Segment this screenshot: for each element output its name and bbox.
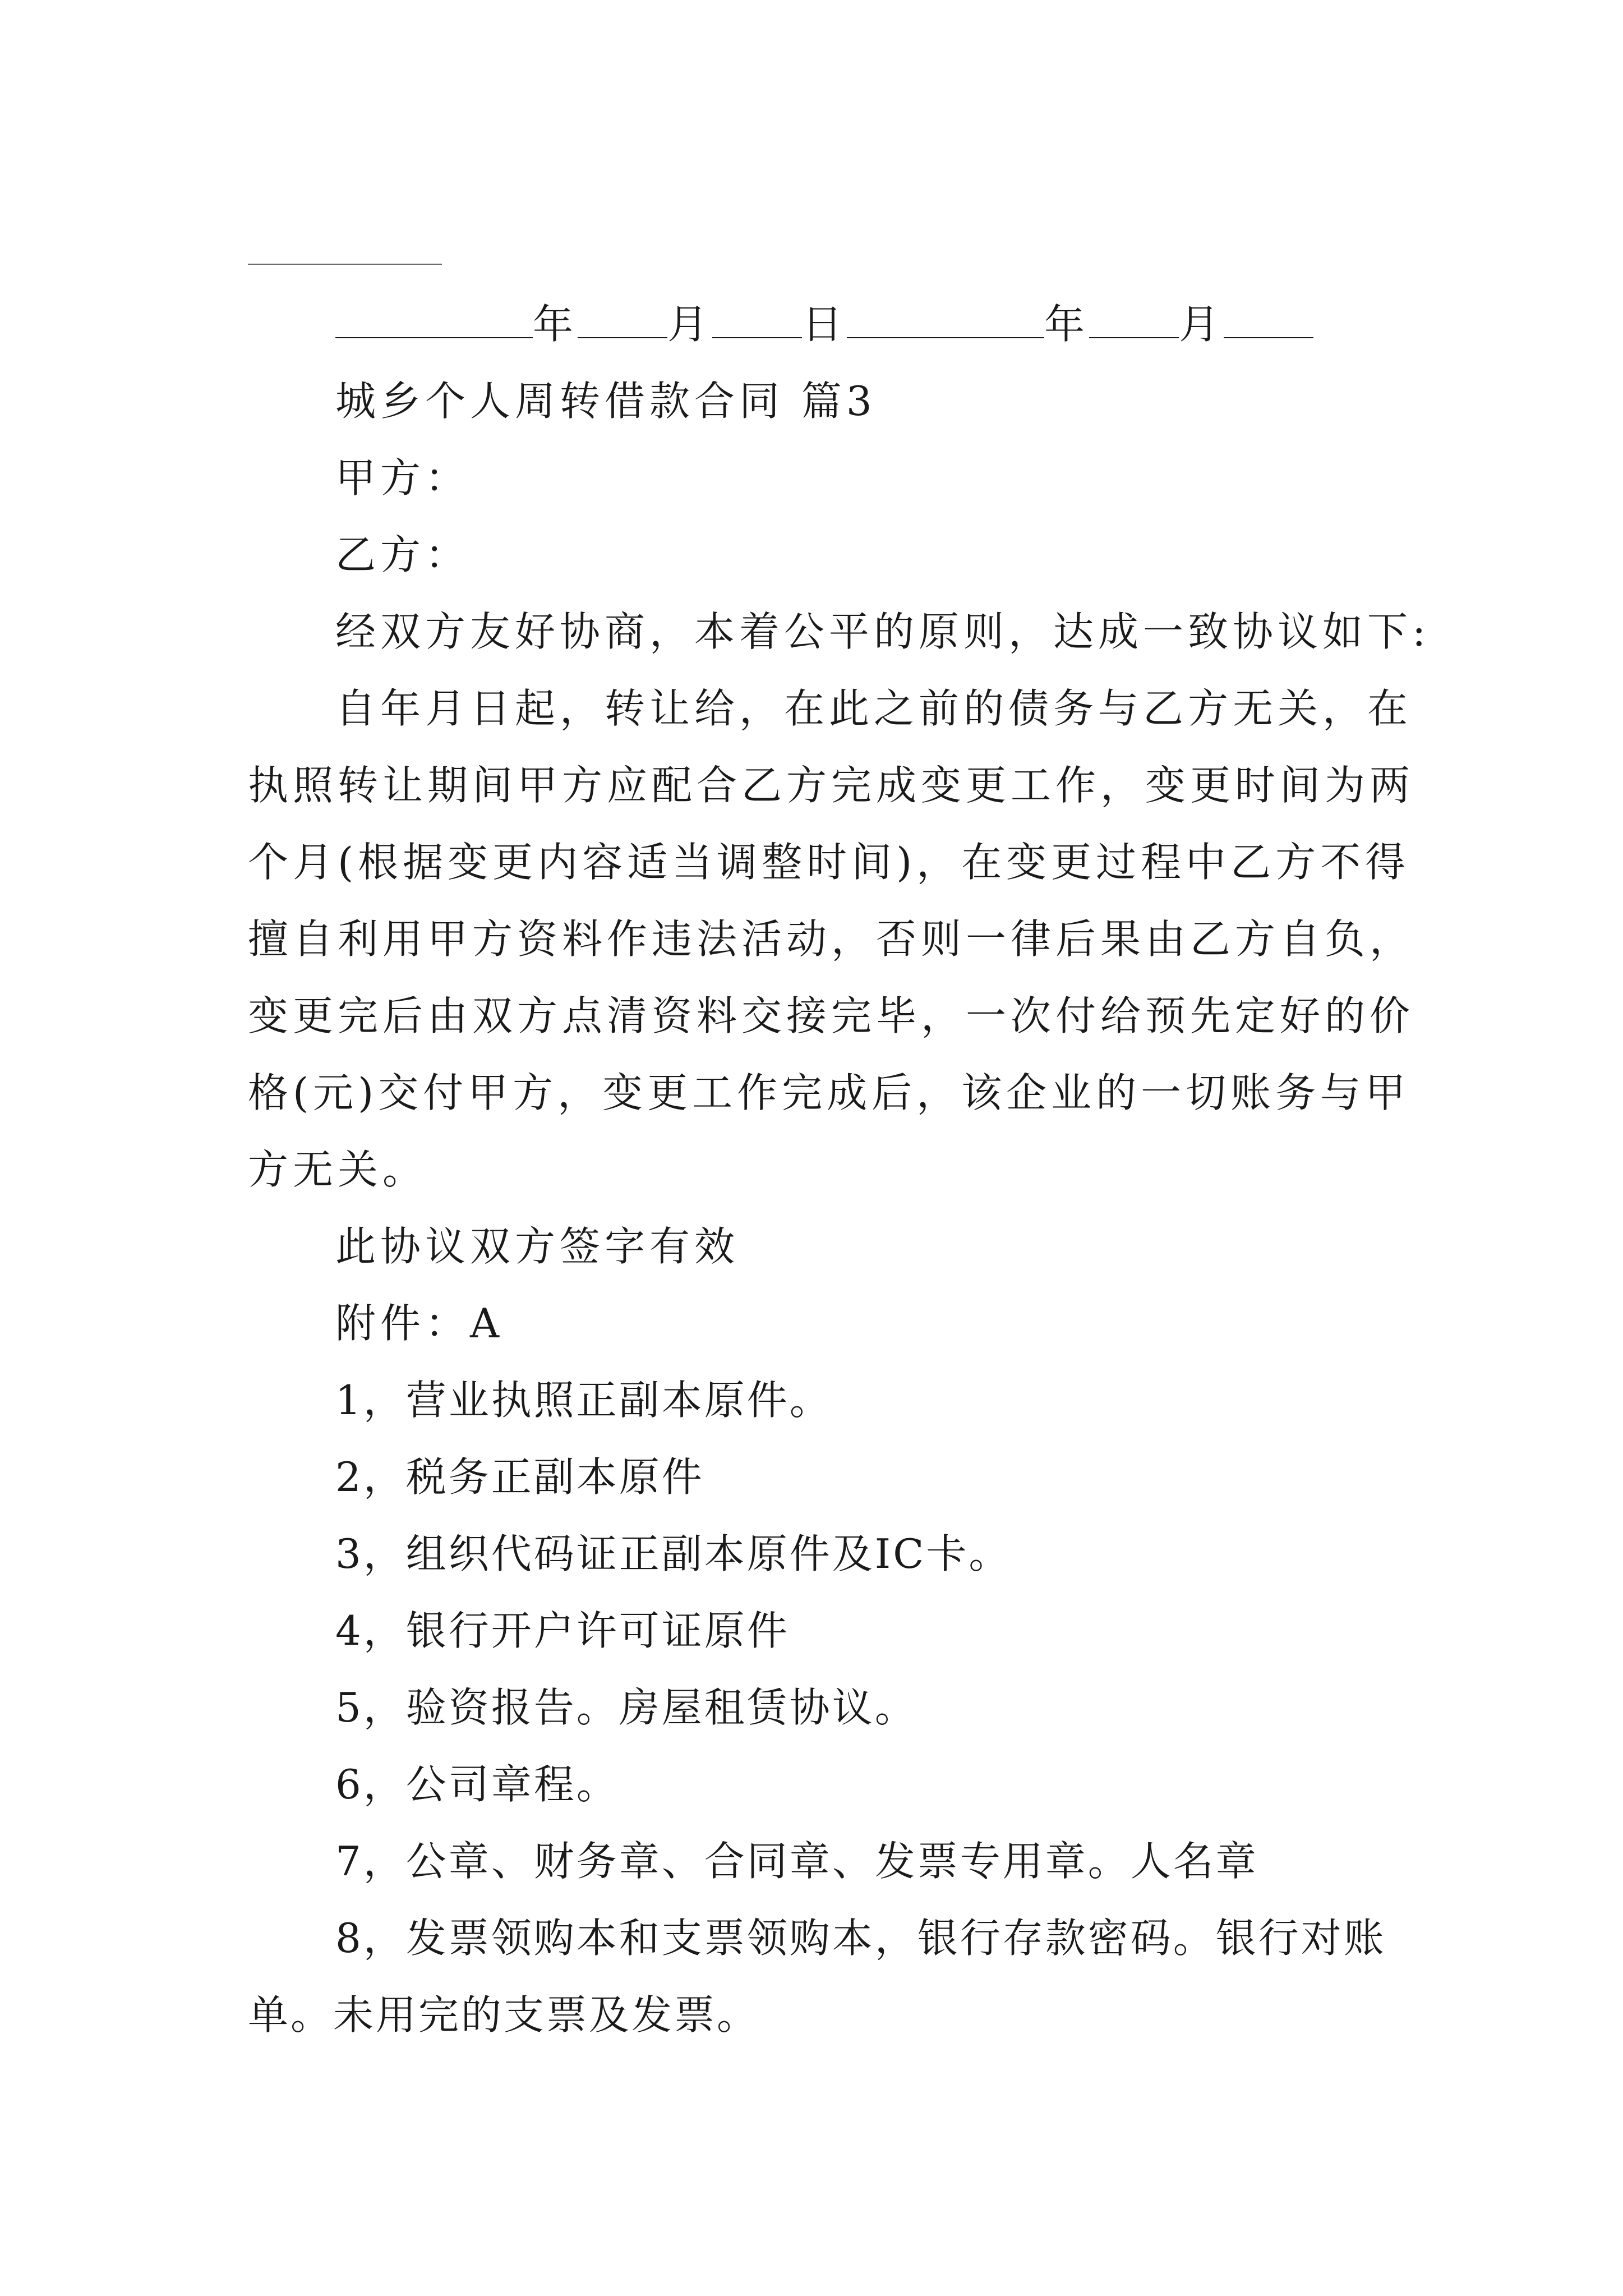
top-blank-line <box>248 264 442 265</box>
month-label-1: 月 <box>667 301 713 348</box>
party-b-label: 乙方： <box>335 531 471 578</box>
attachment-item-5: 5，验资报告。房屋租赁协议。 <box>335 1684 917 1731</box>
month-blank-1 <box>578 335 667 338</box>
attachment-item-1: 1，营业执照正副本原件。 <box>335 1377 832 1424</box>
document-content <box>248 286 1431 2054</box>
attachment-item-6: 6，公司章程。 <box>335 1761 619 1808</box>
year-label-1: 年 <box>533 301 578 348</box>
signature-note: 此协议双方签字有效 <box>335 1223 740 1270</box>
month-label-2: 月 <box>1179 301 1224 348</box>
year-blank-2 <box>847 335 1044 338</box>
attachment-item-2: 2，税务正副本原件 <box>335 1453 704 1501</box>
trailing-blank <box>1224 335 1313 338</box>
attachment-label: 附件：A <box>335 1300 504 1347</box>
date-fill-line <box>248 286 1414 363</box>
year-blank-1 <box>335 335 533 338</box>
month-blank-2 <box>1089 335 1179 338</box>
attachment-item-7: 7，公章、财务章、合同章、发票专用章。人名章 <box>335 1838 1258 1885</box>
attachment-item-8: 8，发票领购本和支票领购本，银行存款密码。银行对账单。未用完的支票及发票。 <box>248 1915 1386 2039</box>
year-label-2: 年 <box>1044 301 1090 348</box>
day-blank-1 <box>712 335 802 338</box>
attachment-item-3: 3，组织代码证正副本原件及IC卡。 <box>335 1530 1012 1577</box>
party-a-label: 甲方： <box>335 454 471 501</box>
intro-text: 经双方友好协商，本着公平的原则，达成一致协议如下: <box>335 608 1431 655</box>
attachment-item-4: 4，银行开户许可证原件 <box>335 1607 790 1654</box>
day-label-1: 日 <box>802 301 847 348</box>
body-paragraph: 自年月日起，转让给，在此之前的债务与乙方无关，在执照转让期间甲方应配合乙方完成变更工作，变更时间为两个月(根据变更内容适当调整时间)，在变更过程中乙方不得擅自利用甲方资料作违法活动，否则一律后果由乙方自负，变更完后由双方点清资料交接完毕，一次付给预先定好的价格(元)交付甲方，变更工作完成后，该企业的一切账务与甲方无关。 <box>248 685 1415 1193</box>
contract-heading: 城乡个人周转借款合同 篇3 <box>335 378 877 425</box>
